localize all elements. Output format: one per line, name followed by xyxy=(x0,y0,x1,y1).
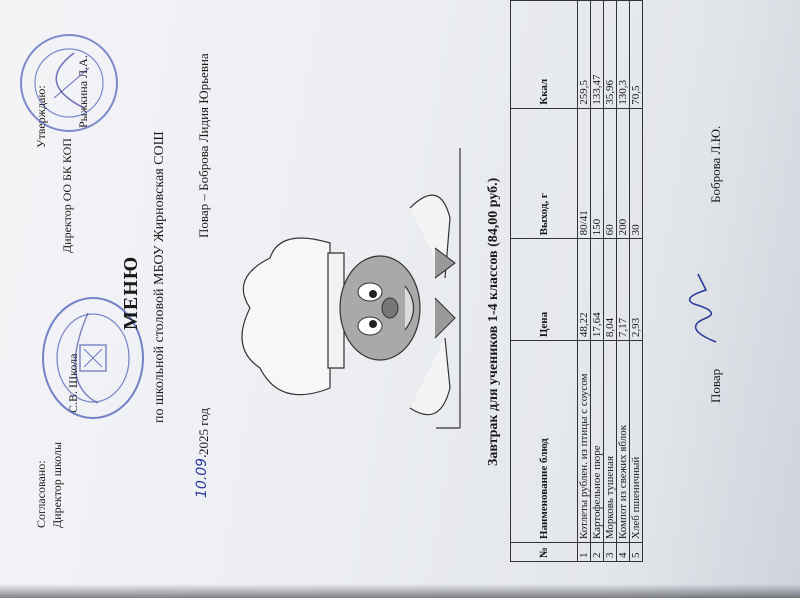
col-header-output: Выход, г xyxy=(511,108,578,239)
dish-kcal: 133,47 xyxy=(591,1,604,109)
dish-name: Картофельное пюре xyxy=(591,341,604,543)
dish-name: Котлеты рублен. из птицы с соусом xyxy=(578,341,591,543)
date-printed: 2025 год xyxy=(196,408,211,455)
dish-output: 150 xyxy=(591,108,604,239)
dish-kcal: 35,96 xyxy=(604,1,617,109)
cook-signature xyxy=(676,268,726,348)
table-row xyxy=(604,1,617,562)
dish-price: 17,64 xyxy=(591,239,604,341)
table-row xyxy=(591,1,604,562)
meal-title: Завтрак для учеников 1-4 классов (84,00 руб.) xyxy=(486,177,501,466)
row-number: 3 xyxy=(604,543,617,562)
row-number: 4 xyxy=(617,543,630,562)
table-row xyxy=(617,1,630,562)
dish-name: Морковь тушеная xyxy=(604,341,617,543)
table-row xyxy=(578,1,591,562)
approval-left-line2: Директор школы xyxy=(50,441,64,528)
approval-right-name: Рыжкина Л.А. xyxy=(76,55,90,128)
dish-output: 60 xyxy=(604,108,617,239)
company-seal-stamp xyxy=(14,28,124,138)
date-handwritten: 10.09. xyxy=(194,453,210,498)
dish-price: 7,17 xyxy=(617,239,630,341)
dish-output: 80/41 xyxy=(578,108,591,239)
dish-kcal: 70,5 xyxy=(630,1,643,109)
dish-price: 48,22 xyxy=(578,239,591,341)
dish-output: 30 xyxy=(630,108,643,239)
row-number: 1 xyxy=(578,543,591,562)
col-header-name: Наименование блюд xyxy=(511,341,578,543)
dish-name: Компот из свежих яблок xyxy=(617,341,630,543)
menu-subtitle: по школьной столовой МБОУ Жирновская СОШ xyxy=(152,131,167,423)
dish-price: 2,93 xyxy=(630,239,643,341)
col-header-number: № xyxy=(511,543,578,562)
row-number: 5 xyxy=(630,543,643,562)
col-header-price: Цена xyxy=(511,239,578,341)
dish-name: Хлеб пшеничный xyxy=(630,341,643,543)
table-row xyxy=(630,1,643,562)
approval-right-line2: Директор ОО БК КОП xyxy=(60,138,74,253)
col-header-kcal: Ккал xyxy=(511,1,578,109)
signature-name: Боброва Л.Ю. xyxy=(708,125,723,203)
dish-output: 200 xyxy=(617,108,630,239)
approval-right-line1: Утверждаю: xyxy=(34,85,48,148)
dish-price: 8,04 xyxy=(604,239,617,341)
table-header-row xyxy=(511,1,578,562)
cook-header: Повар – Боброва Лидия Юрьевна xyxy=(196,53,211,238)
menu-table xyxy=(510,0,643,562)
dish-kcal: 259,5 xyxy=(578,1,591,109)
menu-title: МЕНЮ xyxy=(120,255,142,330)
approval-left-line1: Согласовано: xyxy=(34,460,48,528)
signature-role: Повар xyxy=(708,368,723,403)
row-number: 2 xyxy=(591,543,604,562)
dish-kcal: 130,3 xyxy=(617,1,630,109)
chef-illustration xyxy=(210,128,500,448)
approval-left-name: С.В. Школа xyxy=(66,353,80,413)
